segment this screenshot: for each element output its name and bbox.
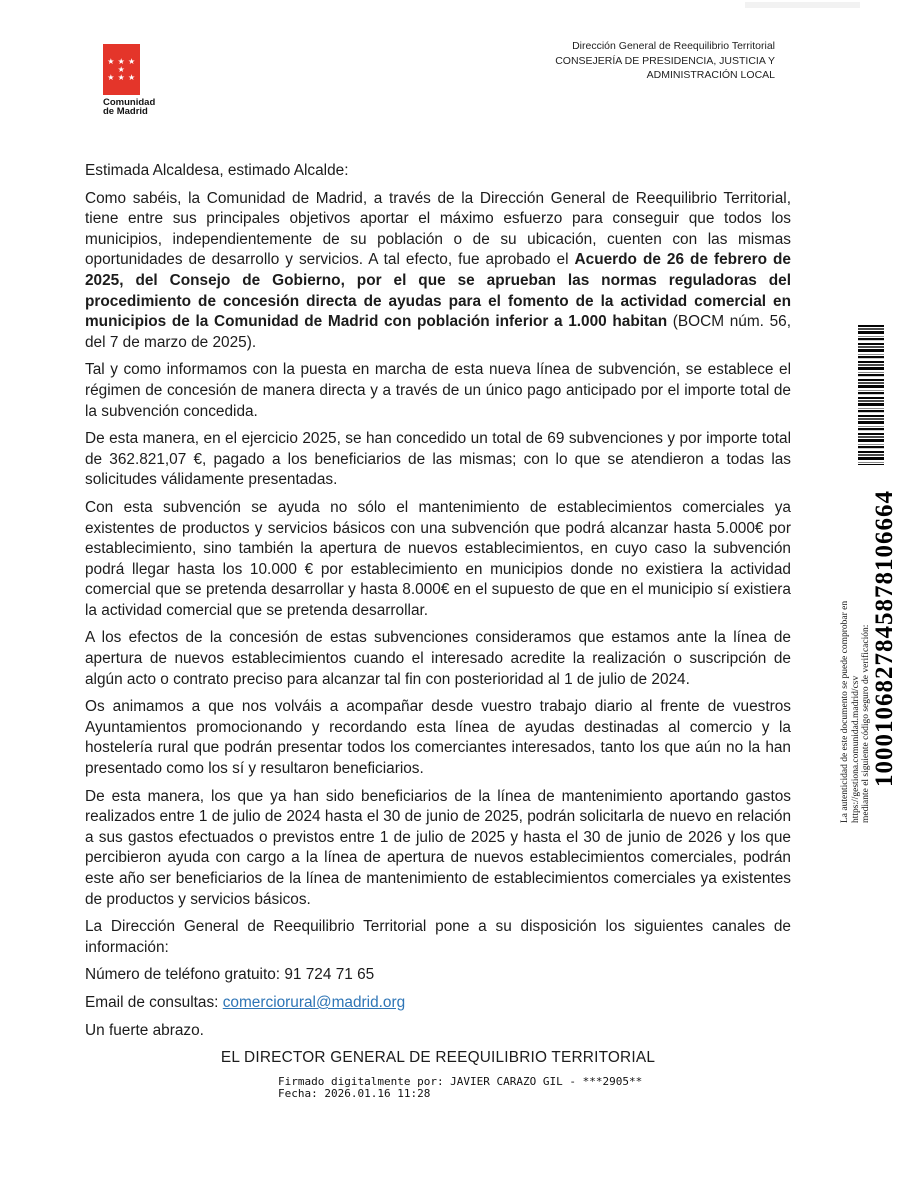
department-line3: ADMINISTRACIÓN LOCAL <box>646 69 775 81</box>
logo-wordmark-line2: de Madrid <box>103 105 148 117</box>
verification-line1: La autenticidad de este documento se puede comprobar en <box>840 600 850 823</box>
logo-wordmark <box>103 99 155 116</box>
letter-body <box>85 161 791 1101</box>
email-label: Email de consultas: <box>85 993 223 1011</box>
paragraph: La Dirección General de Reequilibrio Territorial pone a su disposición los siguientes canales de información: <box>85 918 791 956</box>
email-line <box>85 993 791 1014</box>
intro-tail-text: (BOCM núm. 56, del 7 de marzo de 2025). <box>85 313 791 351</box>
department-header <box>555 39 775 83</box>
verification-code: 1000106827845878106664 <box>870 490 898 787</box>
scan-artifact <box>745 2 860 8</box>
intro-normal-text: Como sabéis, la Comunidad de Madrid, a través de la Dirección General de Reequilibrio Territorial, tiene entre sus principales objetivos aportar el máximo esfuerzo para conseguir que todos los municipios, independientemente de su población o de su ubicación, cuenten con las mismas oportunidades de desarrollo y servicios. A tal efecto, fue aprobado el <box>85 189 791 269</box>
star-icon-row-1: ★ ★ ★ ★ <box>107 56 136 74</box>
intro-bold-text: Acuerdo de 26 de febrero de 2025, del Consejo de Gobierno, por el que se aprueban las normas reguladoras del procedimiento de concesión directa de ayudas para el fomento de la actividad comercial en municipios de la Comunidad de Madrid con población inferior a 1.000 habitan <box>85 251 791 331</box>
paragraph: Os animamos a que nos volváis a acompañar desde vuestro trabajo diario al frente de vuestros Ayuntamientos promocionando y recordando esta línea de ayudas destinadas al comercio y la hostelería rural que podrán presentar todos los comerciantes interesados, tanto los que aún no la han presentado como los sí y resultaron beneficiarios. <box>85 698 791 778</box>
email-link[interactable]: comerciorural@madrid.org <box>222 993 406 1011</box>
phone-line <box>85 965 791 986</box>
verification-barcode <box>858 325 884 465</box>
signature-line1: Firmado digitalmente por: JAVIER CARAZO GIL - ***2905** <box>278 1074 643 1088</box>
phone-number: 91 724 71 65 <box>284 966 375 984</box>
closing: Un fuerte abrazo. <box>85 1021 204 1039</box>
comunidad-madrid-logo <box>103 44 155 116</box>
intro-paragraph <box>85 189 791 354</box>
signature-line2: Fecha: 2026.01.16 11:28 <box>278 1087 431 1101</box>
madrid-flag-icon <box>103 44 140 95</box>
department-line2: CONSEJERÍA DE PRESIDENCIA, JUSTICIA Y <box>555 54 775 67</box>
digital-signature-stamp <box>278 1076 791 1101</box>
verification-line3: mediante el siguiente código seguro de verificación: <box>861 624 871 823</box>
verification-text <box>840 463 872 823</box>
paragraph: Con esta subvención se ayuda no sólo el mantenimiento de establecimientos comerciales ya existentes de productos y servicios básicos con una subvención que podrá alcanzar hasta 5.000€ por establecimiento, sino también la apertura de nuevos establecimientos, en cuyo caso la subvención podrá llegar hasta los 10.000 € por establecimiento en municipios donde no existiera la actividad comercial que se pretenda desarrollar y hasta 8.000€ en el supuesto de que en el municipio sí existiera la actividad comercial que se pretenda desarrollar. <box>85 498 791 619</box>
logo-wordmark-line1: Comunidad <box>103 97 156 108</box>
paragraph: Tal y como informamos con la puesta en marcha de esta nueva línea de subvención, se establece el régimen de concesión de manera directa y a través de un único pago anticipado por el importe total de la subvención concedida. <box>85 361 791 420</box>
phone-label: Número de teléfono gratuito: <box>85 966 285 984</box>
department-line1: Dirección General de Reequilibrio Territorial <box>572 40 775 52</box>
paragraph: A los efectos de la concesión de estas subvenciones consideramos que estamos ante la línea de apertura de nuevos establecimientos cuando el interesado acredite la realización o suscripción de algún acto o contrato preciso para alcanzar tal fin con posterioridad al 1 de julio de 2024. <box>85 629 791 688</box>
verification-line2: https://gestiona.comunidad.madrid/csv <box>850 675 861 823</box>
signer-title: EL DIRECTOR GENERAL DE REEQUILIBRIO TERRITORIAL <box>220 1049 656 1067</box>
paragraph: De esta manera, los que ya han sido beneficiarios de la línea de mantenimiento aportando gastos realizados entre 1 de julio de 2024 hasta el 30 de junio de 2025, podrán solicitarla de nuevo en relación a sus gastos efectuados o previstos entre 1 de julio de 2025 y hasta el 30 de junio de 2026 y los que percibieron ayuda con cargo a la línea de apertura de nuevos establecimientos comerciales, podrán este año ser beneficiarios de la línea de mantenimiento de establecimientos comerciales ya existentes de productos y servicios básicos. <box>85 787 791 908</box>
star-icon-row-2: ★ ★ ★ <box>107 72 136 82</box>
paragraph: De esta manera, en el ejercicio 2025, se han concedido un total de 69 subvenciones y por importe total de 362.821,07 €, pagado a los beneficiarios de las mismas; con lo que se atendieron a todas las solicitudes válidamente presentadas. <box>85 430 791 489</box>
salutation: Estimada Alcaldesa, estimado Alcalde: <box>85 162 349 179</box>
verification-strip <box>840 463 896 823</box>
